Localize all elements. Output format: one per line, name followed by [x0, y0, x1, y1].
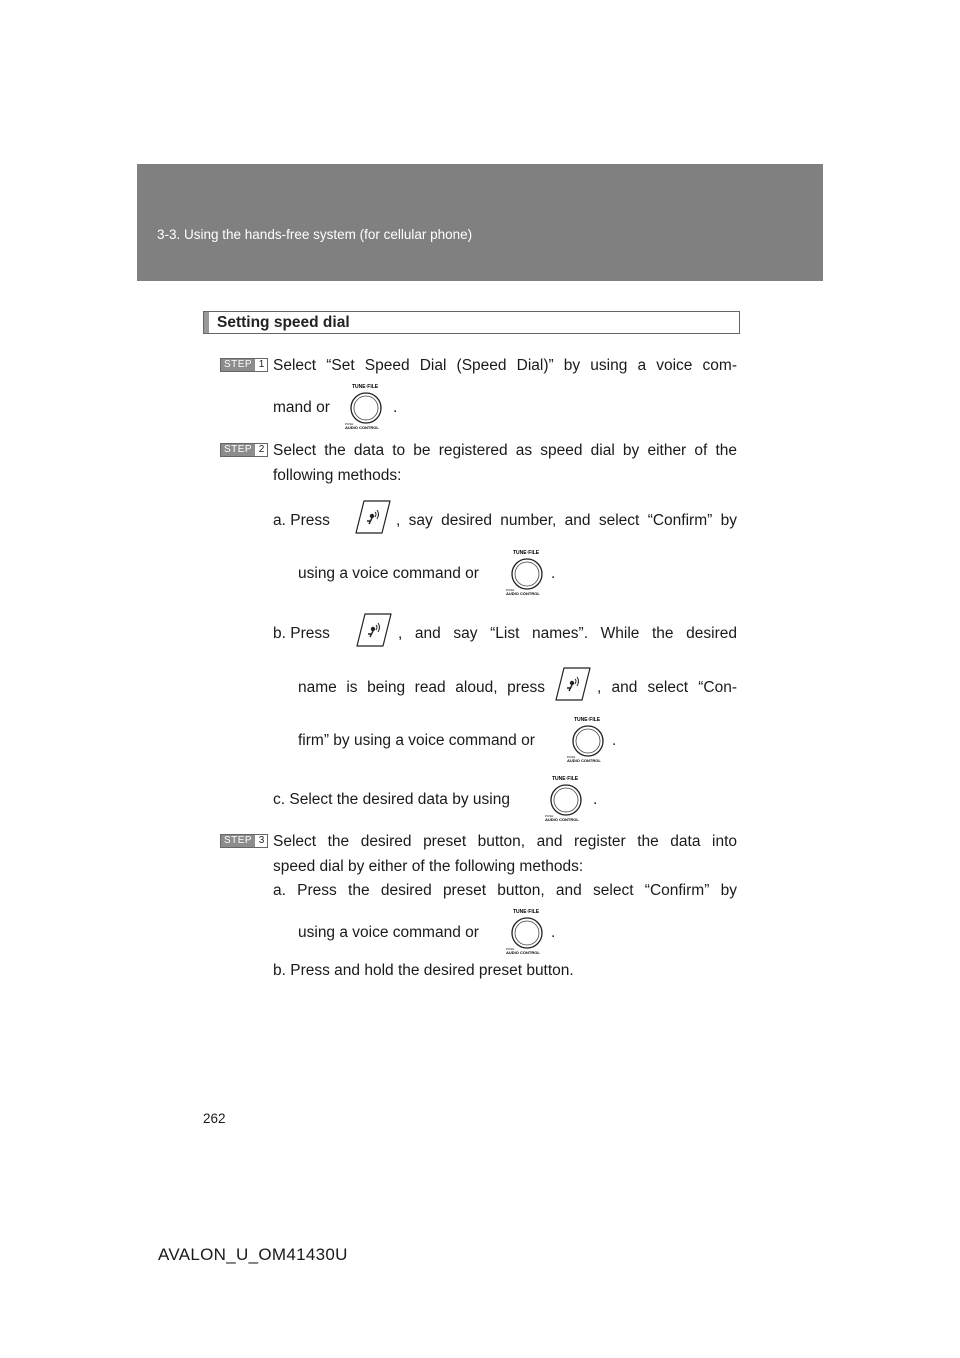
section-title: Setting speed dial — [217, 314, 350, 331]
step-2b-line-2-end: , and select “Con- — [597, 679, 737, 696]
knob-bottom-label: AUDIO CONTROL — [506, 591, 540, 596]
knob-bottom-label: AUDIO CONTROL — [506, 950, 540, 955]
knob-push-label: PUSH — [506, 947, 515, 951]
knob-push-label: PUSH — [345, 422, 354, 426]
step-2b-line-3-start: firm” by using a voice command or — [298, 732, 535, 749]
document-code: AVALON_U_OM41430U — [158, 1245, 348, 1264]
step-2c-line-1-end: . — [593, 791, 598, 808]
step-3a-line-1: a. Press the desired preset button, and select “Confirm” by — [273, 882, 737, 899]
step-2-line-1: Select the data to be registered as speed dial by either of the — [273, 442, 737, 459]
step-label: STEP — [221, 359, 255, 371]
chapter-title: 3-3. Using the hands-free system (for cellular phone) — [157, 227, 473, 242]
step-3a-line-2-start: using a voice command or — [298, 924, 479, 941]
step-2a-line-2-end: . — [551, 565, 556, 582]
step-2b-line-2-start: name is being read aloud, press — [298, 679, 545, 696]
talk-switch-icon — [351, 610, 395, 650]
step-1-line-1: Select “Set Speed Dial (Speed Dial)” by using a voice com- — [273, 357, 737, 374]
section-heading-box — [203, 311, 740, 334]
knob-bottom-label: AUDIO CONTROL — [567, 758, 601, 763]
step-label: STEP — [221, 444, 255, 456]
step-number: 1 — [258, 359, 265, 370]
chapter-header — [137, 164, 823, 281]
knob-bottom-label: AUDIO CONTROL — [345, 425, 379, 430]
knob-top-label: TUNE·FILE — [574, 717, 601, 723]
step-2-badge — [220, 443, 268, 457]
knob-push-label: PUSH — [545, 814, 554, 818]
step-2c-line-1-start: c. Select the desired data by using — [273, 791, 510, 808]
step-3-line-2: speed dial by either of the following methods: — [273, 858, 584, 875]
step-number: 2 — [258, 444, 265, 455]
step-2b-line-3-end: . — [612, 732, 617, 749]
tune-file-knob-icon — [343, 381, 389, 431]
step-2a-line-1-end: , say desired number, and select “Confirm” by — [396, 512, 737, 529]
step-2a-line-2-start: using a voice command or — [298, 565, 479, 582]
step-2b-line-1-start: b. Press — [273, 625, 330, 642]
tune-file-knob-icon — [504, 906, 550, 956]
knob-top-label: TUNE·FILE — [552, 776, 579, 782]
tune-file-knob-icon — [504, 547, 550, 597]
step-2b-line-1-end: , and say “List names”. While the desired — [398, 625, 737, 642]
knob-push-label: PUSH — [506, 588, 515, 592]
knob-top-label: TUNE·FILE — [352, 384, 379, 390]
page-number: 262 — [203, 1111, 226, 1126]
step-2-line-2: following methods: — [273, 467, 402, 484]
tune-file-knob-icon — [543, 773, 589, 823]
step-1-line-2-start: mand or — [273, 399, 330, 416]
talk-switch-icon — [550, 664, 594, 704]
section-heading-bar — [204, 312, 209, 333]
step-1-line-2-end: . — [393, 399, 398, 416]
knob-push-label: PUSH — [567, 755, 576, 759]
step-2a-line-1-start: a. Press — [273, 512, 330, 529]
step-number: 3 — [258, 835, 265, 846]
knob-bottom-label: AUDIO CONTROL — [545, 817, 579, 822]
step-3b-line-1: b. Press and hold the desired preset button. — [273, 962, 574, 979]
step-3-line-1: Select the desired preset button, and register the data into — [273, 833, 737, 850]
step-1-badge — [220, 358, 268, 372]
step-label: STEP — [221, 835, 255, 847]
knob-top-label: TUNE·FILE — [513, 550, 540, 556]
step-3a-line-2-end: . — [551, 924, 556, 941]
talk-switch-icon — [350, 497, 394, 537]
tune-file-knob-icon — [565, 714, 611, 764]
step-3-badge — [220, 834, 268, 848]
knob-top-label: TUNE·FILE — [513, 909, 540, 915]
